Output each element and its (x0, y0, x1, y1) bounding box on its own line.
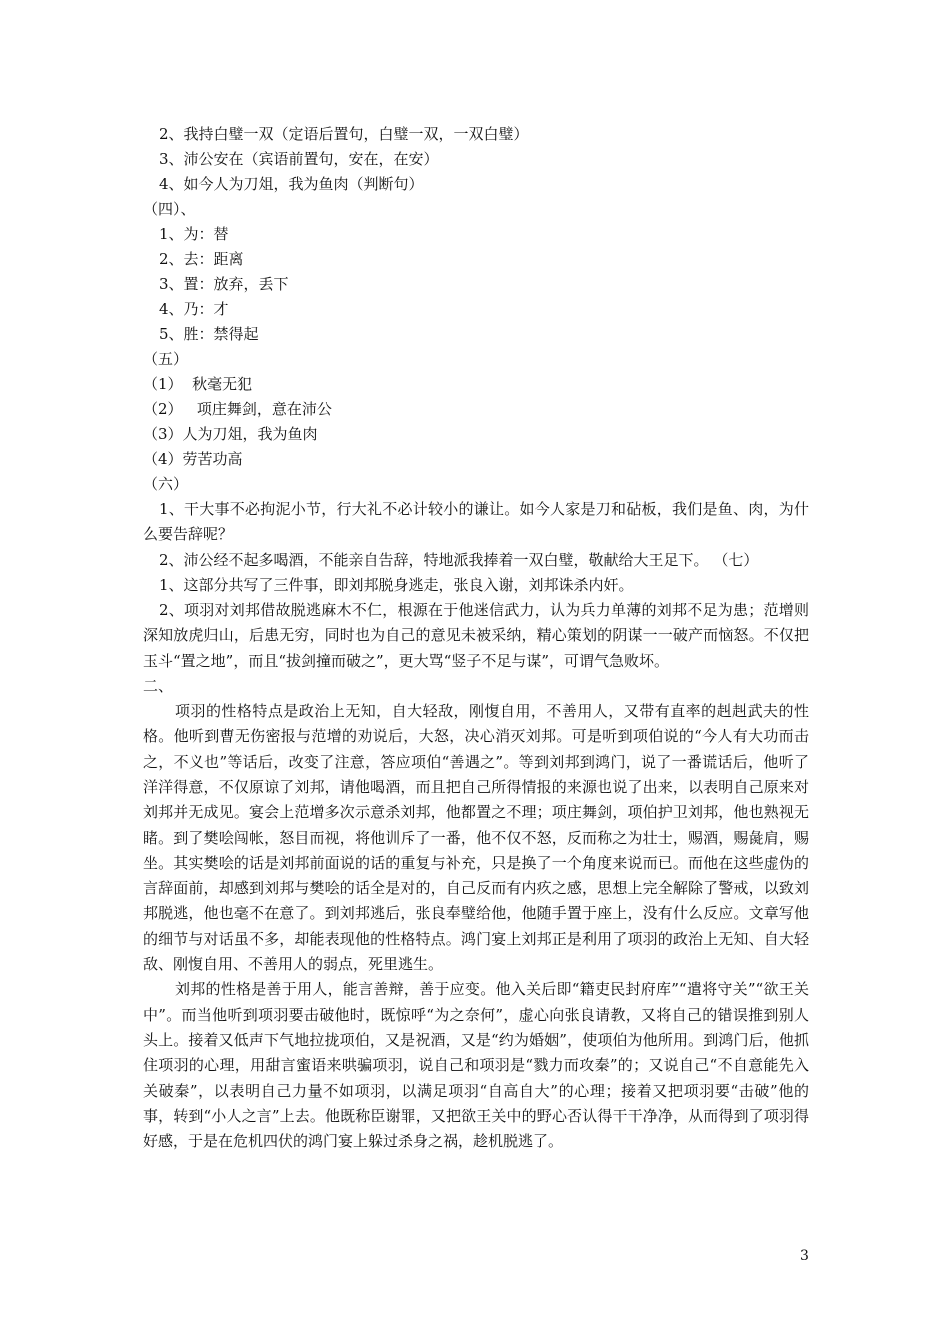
translation-paragraph: 1、干大事不必拘泥小节，行大礼不必计较小的谦让。如今人家是刀和砧板，我们是鱼、肉，为什么要告辞呢？ (143, 500, 809, 544)
answer-line: 3、沛公安在（宾语前置句，安在，在安） (159, 150, 439, 168)
answer-line: 1、为：替 (159, 225, 229, 243)
section-heading: （四）、 (143, 200, 196, 218)
answer-line: （1） 秋毫无犯 (143, 375, 253, 393)
document-body (143, 122, 809, 1154)
translation-paragraph: 2、沛公经不起多喝酒，不能亲自告辞，特地派我捧着一双白璧，敬献给大王足下。 （七） (159, 550, 759, 569)
section-heading: （六） (143, 475, 189, 493)
answer-line: 4、如今人为刀俎，我为鱼肉（判断句） (159, 175, 424, 193)
answer-line: （4）劳苦功高 (143, 450, 243, 468)
answer-line: （3）人为刀俎，我为鱼肉 (143, 425, 318, 443)
answer-line: 2、我持白璧一双（定语后置句，白璧一双，一双白璧） (159, 125, 529, 143)
answer-line: 3、置：放弃，丢下 (159, 275, 289, 293)
analysis-paragraph: 1、这部分共写了三件事，即刘邦脱身逃走，张良入谢，刘邦诛杀内奸。 (159, 575, 634, 594)
answer-line: 2、去：距离 (159, 250, 244, 268)
answer-line: 4、乃：才 (159, 300, 229, 318)
answer-line: （2） 项庄舞剑，意在沛公 (143, 400, 332, 418)
section-heading: 二、 (143, 677, 174, 696)
analysis-paragraph: 2、项羽对刘邦借故脱逃麻木不仁，根源在于他迷信武力，认为兵力单薄的刘邦不足为患；范增则深知放虎归山，后患无穷，同时也为自己的意见未被采纳，精心策划的阴谋一一破产而恼怒。不仅把玉斗“置之地”，而且“拔剑撞而破之”，更大骂“竖子不足与谋”，可谓气急败坏。 (143, 601, 809, 670)
section-heading: （五） (143, 350, 189, 368)
liubang-character-paragraph: 刘邦的性格是善于用人，能言善辩，善于应变。他入关后即“籍吏民封府库”“遣将守关”“欲王关中”。而当他听到项羽要击破他时，既惊呼“为之奈何”，虚心向张良请教，又将自己的错误推到别人头上。接着又低声下气地拉拢项伯，又是祝酒，又是“约为婚姻”，使项伯为他所用。到鸿门后，他抓住项羽的心理，用甜言蜜语来哄骗项羽，说自己和项羽是“戮力而攻秦”的；又说自己“不自意能先入关破秦”，以表明自己力量不如项羽，以满足项羽“自高自大”的心理；接着又把项羽要“击破”他的事，转到“小人之言”上去。他既称臣谢罪，又把欲王关中的野心否认得干干净净，从而得到了项羽得好感，于是在危机四伏的鸿门宴上躲过杀身之祸，趁机脱逃了。 (143, 980, 809, 1151)
xiangyu-character-paragraph: 项羽的性格特点是政治上无知，自大轻敌，刚愎自用，不善用人，又带有直率的赳赳武夫的性格。他听到曹无伤密报与范增的劝说后，大怒，决心消灭刘邦。可是听到项伯说的“今人有大功而击之，不义也”等话后，改变了注意，答应项伯“善遇之”。等到刘邦到鸿门，说了一番谎话后，他听了洋洋得意，不仅原谅了刘邦，请他喝酒，而且把自己所得情报的来源也说了出来，以表明自己原来对刘邦并无成见。宴会上范增多次示意杀刘邦，他都置之不理；项庄舞剑，项伯护卫刘邦，他也熟视无睹。到了樊哙闯帐，怒目而视，将他训斥了一番，他不仅不怒，反而称之为壮士，赐酒，赐彘肩，赐坐。其实樊哙的话是刘邦前面说的话的重复与补充，只是换了一个角度来说而已。而他在这些虚伪的言辞面前，却感到刘邦与樊哙的话全是对的，自己反而有内疚之感，思想上完全解除了警戒，以致刘邦脱逃，他也毫不在意了。到刘邦逃后，张良奉璧给他，他随手置于座上，没有什么反应。文章写他的细节与对话虽不多，却能表现他的性格特点。鸿门宴上刘邦正是利用了项羽的政治上无知、自大轻敌、刚愎自用、不善用人的弱点，死里逃生。 (143, 702, 809, 974)
page-number: 3 (800, 1248, 809, 1264)
answer-line: 5、胜：禁得起 (159, 325, 259, 343)
